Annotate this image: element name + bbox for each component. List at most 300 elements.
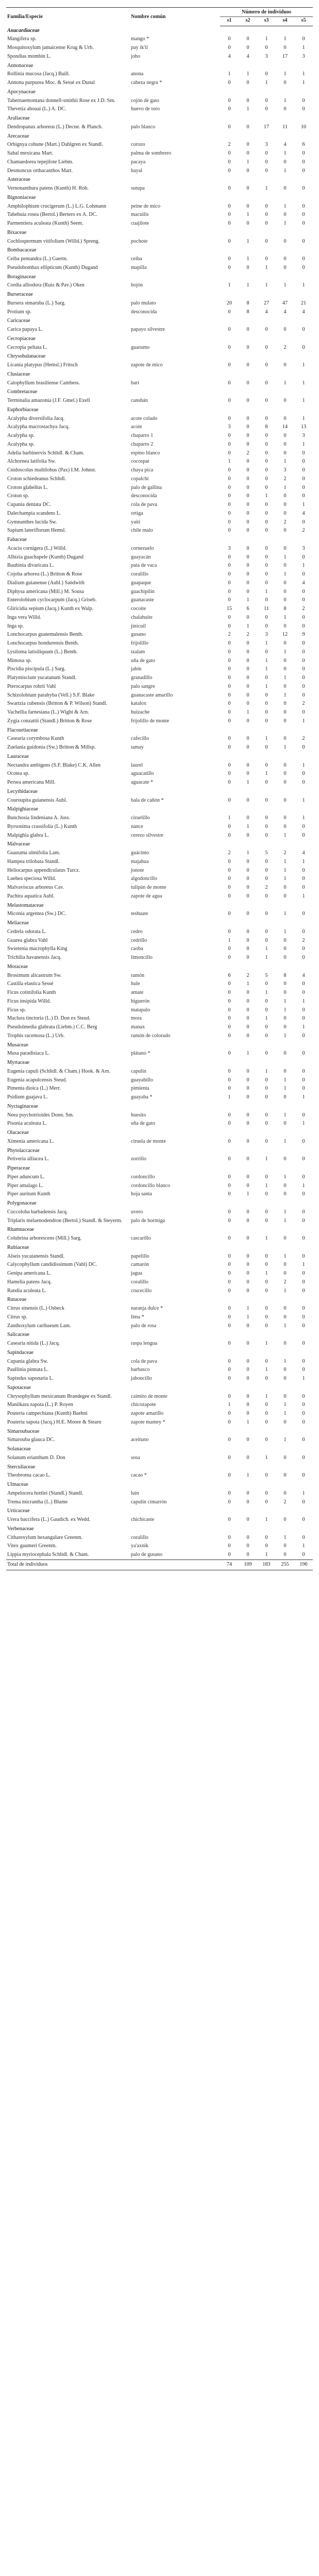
family-row: [6, 387, 313, 397]
count-site-5: 4: [302, 580, 305, 586]
count-site-3: 1: [265, 1270, 268, 1276]
species-name: Petiveria alliacea L.: [7, 1156, 49, 1162]
family-row: [6, 787, 313, 796]
family-name: Urticaceae: [7, 1508, 30, 1514]
count-site-4: 0: [283, 212, 287, 218]
count-site-1: 0: [228, 718, 231, 724]
species-name: Gliricidia sepium (Jacq.) Kunth ex Walp.: [7, 606, 94, 612]
count-site-1: 0: [228, 1086, 231, 1092]
family-name: Moraceae: [7, 963, 28, 970]
count-site-2: 0: [246, 519, 249, 525]
common-name: majahua: [131, 858, 149, 865]
count-site-5: 0: [302, 928, 305, 935]
species-name: Lysiloma latisiliquum (L.) Benth.: [7, 649, 78, 655]
count-site-4: 47: [282, 300, 288, 306]
count-site-3: 1: [265, 1068, 268, 1074]
count-site-1: 0: [228, 1490, 231, 1496]
count-site-1: 4: [228, 53, 231, 59]
count-site-3: 0: [265, 519, 268, 525]
count-site-2: 0: [246, 545, 249, 551]
family-name: Myrtaceae: [7, 1060, 29, 1065]
count-site-2: 0: [246, 327, 249, 332]
count-site-2: 1: [246, 159, 249, 165]
count-site-1: 1: [228, 1402, 231, 1408]
family-name: Rutaceae: [7, 1297, 27, 1303]
species-row: [6, 1208, 313, 1217]
species-row: [6, 562, 313, 570]
common-name: jonote: [131, 867, 144, 873]
count-site-2: 0: [246, 1068, 249, 1074]
count-site-5: 0: [302, 1138, 305, 1144]
count-site-1: 0: [228, 1358, 231, 1364]
count-site-5: 9: [302, 632, 305, 638]
count-site-2: 1: [246, 1419, 249, 1425]
family-name: Chrysobalanaceae: [7, 353, 46, 360]
count-site-4: 1: [283, 876, 287, 882]
count-site-4: 0: [283, 990, 287, 995]
common-name: aceituno: [131, 1437, 149, 1443]
count-site-1: 0: [228, 588, 231, 595]
count-site-1: 0: [228, 563, 231, 569]
count-site-2: 0: [246, 1552, 249, 1557]
count-site-5: 0: [302, 911, 305, 917]
common-name: guapaque: [131, 580, 152, 586]
common-name: palo mulato: [131, 300, 156, 306]
count-site-2: 0: [246, 1543, 249, 1549]
count-site-2: 0: [246, 1024, 249, 1030]
count-site-3: 0: [265, 571, 268, 577]
count-site-2: 0: [246, 1287, 249, 1294]
common-name: pochote: [131, 238, 148, 244]
count-site-5: 3: [302, 545, 305, 551]
species-row: [6, 492, 313, 501]
total-label: Total de individuos: [6, 1560, 130, 1570]
species-row: [6, 1454, 313, 1463]
count-site-4: 2: [283, 1499, 287, 1505]
count-site-3: 1: [265, 1454, 268, 1461]
count-site-3: 1: [265, 666, 268, 672]
common-name: chile malo: [131, 528, 153, 534]
count-site-3: 0: [265, 1138, 268, 1144]
count-site-3: 0: [265, 1402, 268, 1408]
count-site-1: 0: [228, 185, 231, 191]
species-row: [6, 1313, 313, 1322]
species-name: Croton schiedeanus Schltdl.: [7, 476, 66, 482]
count-site-5: 0: [302, 203, 305, 209]
count-site-2: 0: [246, 588, 249, 595]
species-name: Thevetia ahouai (L.) A. DC.: [7, 106, 66, 112]
count-site-1: 0: [228, 1367, 231, 1373]
count-site-4: 1: [283, 1287, 287, 1294]
count-site-1: 0: [228, 928, 231, 935]
species-name: Lonchocarpus hondurensis Benth.: [7, 640, 79, 646]
species-name: Swietenia macrophylla King: [7, 946, 68, 952]
common-name: guayabillo: [131, 1077, 154, 1083]
count-site-5: 1: [302, 762, 305, 768]
count-site-2: 0: [246, 1032, 249, 1039]
species-name: Enterolobium cyclocarpum (Jacq.) Griseb.: [7, 597, 97, 603]
species-row: [6, 70, 313, 79]
count-site-4: 1: [283, 71, 287, 77]
count-site-5: 1: [302, 282, 305, 289]
count-site-4: 0: [283, 981, 287, 987]
count-site-1: 0: [228, 97, 231, 104]
common-name: cafecillo: [131, 736, 149, 742]
count-site-2: 0: [246, 946, 249, 952]
family-name: Olacaceae: [7, 1130, 29, 1136]
count-site-4: 0: [283, 1015, 287, 1022]
common-name: guanacaste: [131, 597, 154, 603]
common-name: palo sangre: [131, 683, 155, 689]
species-name: Bauhinia divaricata L.: [7, 563, 54, 569]
count-site-4: 0: [283, 1472, 287, 1479]
count-site-5: 0: [302, 675, 305, 681]
family-name: Malvaceae: [7, 841, 30, 848]
count-site-2: 0: [246, 150, 249, 156]
species-name: Castilla elastica Sessé: [7, 981, 54, 987]
count-site-5: 1: [302, 398, 305, 403]
common-name: sosa: [131, 1454, 140, 1461]
count-site-4: 0: [283, 1024, 287, 1030]
count-site-3: 0: [265, 1253, 268, 1259]
family-row: [6, 726, 313, 735]
species-name: Casearia corymbosa Kunth: [7, 736, 64, 742]
family-name: Sterculiaceae: [7, 1464, 36, 1470]
species-name: Trichilia havanensis Jacq.: [7, 955, 62, 960]
species-row: [6, 1006, 313, 1015]
species-name: Calophyllum brasiliense Cambess.: [7, 380, 80, 386]
count-site-3: 0: [265, 937, 268, 943]
species-name: Mangifera sp.: [7, 36, 37, 42]
common-name: zorrillo: [131, 1156, 146, 1162]
count-site-2: 1: [246, 238, 249, 244]
count-site-5: 0: [302, 238, 305, 244]
species-name: Byrsonima crassifolia (L.) Kunth: [7, 823, 77, 829]
species-name: Citharexylum hexangulare Greenm.: [7, 1534, 83, 1540]
count-site-1: 0: [228, 1341, 231, 1346]
species-name: Adelia barbinervis Schltdl. & Cham.: [7, 450, 85, 456]
species-row: [6, 1084, 313, 1093]
count-site-1: 0: [228, 1534, 231, 1540]
count-site-3: 0: [265, 876, 268, 882]
count-site-2: 2: [246, 972, 249, 978]
species-row: [6, 264, 313, 273]
species-row: [6, 691, 313, 700]
count-site-5: 0: [302, 1499, 305, 1505]
count-site-3: 0: [265, 1323, 268, 1329]
count-site-2: 0: [246, 1156, 249, 1162]
species-row: [6, 1322, 313, 1331]
count-site-4: 1: [283, 832, 287, 838]
count-site-2: 0: [246, 990, 249, 995]
family-row: [6, 334, 313, 344]
count-site-2: 0: [246, 380, 249, 386]
count-site-1: 0: [228, 1235, 231, 1241]
species-name: Inga sp.: [7, 623, 24, 629]
count-site-3: 4: [265, 309, 268, 315]
count-site-3: 0: [265, 1032, 268, 1039]
count-site-5: 1: [302, 80, 305, 86]
count-site-2: 0: [246, 493, 249, 499]
species-name: Acalypha sp.: [7, 433, 35, 438]
count-site-4: 1: [283, 911, 287, 917]
count-site-1: 0: [228, 238, 231, 244]
family-name: Sapotaceae: [7, 1384, 31, 1391]
count-site-1: 0: [228, 1279, 231, 1285]
count-site-5: 0: [302, 946, 305, 952]
family-name: Combretaceae: [7, 389, 38, 395]
count-site-1: 3: [228, 424, 231, 430]
count-site-5: 0: [302, 1402, 305, 1408]
species-name: Chrysophyllum mexicanum Brandegee ex Standl.: [7, 1393, 112, 1399]
species-row: [6, 1304, 313, 1313]
species-row: [6, 708, 313, 717]
species-name: Tabebuia rosea (Bertol.) Bertero ex A. DC.: [7, 212, 97, 218]
count-site-5: 0: [302, 832, 305, 838]
species-row: [6, 1436, 313, 1445]
family-name: Burseraceae: [7, 292, 33, 297]
species-name: Albizia guachapele (Kunth) Dugand: [7, 554, 83, 560]
common-name: jabín: [131, 666, 142, 672]
species-row: [6, 945, 313, 954]
species-name: Dendropanax arboreus (L.) Decne. & Planch.: [7, 124, 103, 130]
count-site-2: 0: [246, 762, 249, 768]
common-name: palo blanco: [131, 124, 156, 130]
count-site-4: 0: [283, 545, 287, 551]
count-site-3: 0: [265, 159, 268, 165]
common-name: mapilla: [131, 264, 147, 270]
species-row: [6, 219, 313, 228]
count-site-1: 0: [228, 1077, 231, 1083]
count-site-4: 1: [283, 1077, 287, 1083]
count-site-5: 196: [294, 1560, 313, 1570]
family-name: Simaroubaceae: [7, 1428, 40, 1434]
count-site-5: 0: [302, 264, 305, 270]
species-row: [6, 1093, 313, 1102]
count-site-1: 0: [228, 623, 231, 629]
species-name: Ximenia americana L.: [7, 1138, 54, 1144]
count-site-2: 0: [246, 1490, 249, 1496]
common-name: chalahuite: [131, 614, 153, 620]
common-name: aguacate *: [131, 779, 154, 785]
species-row: [6, 518, 313, 527]
species-row: [6, 743, 313, 752]
species-row: [6, 35, 313, 44]
count-site-5: 0: [302, 1217, 305, 1224]
count-site-1: 0: [228, 1314, 231, 1320]
count-site-3: 1: [265, 683, 268, 689]
common-name: guachipilín: [131, 588, 155, 595]
species-name: Vernonanthura patens (Kunth) H. Rob.: [7, 185, 89, 191]
common-name: cuajilote: [131, 221, 149, 226]
count-site-1: 0: [228, 1323, 231, 1329]
count-site-4: 0: [283, 256, 287, 262]
species-row: [6, 466, 313, 475]
common-name: matapalo: [131, 1007, 150, 1013]
count-site-3: 0: [265, 675, 268, 681]
count-site-3: 8: [265, 424, 268, 430]
common-name: coralillo: [131, 1279, 148, 1285]
count-site-1: 0: [228, 1270, 231, 1276]
count-site-1: 0: [228, 467, 231, 473]
count-site-1: 0: [228, 528, 231, 534]
species-row: [6, 423, 313, 432]
common-name: camarón: [131, 1262, 149, 1268]
species-row: [6, 167, 313, 176]
count-site-4: 1: [283, 1086, 287, 1092]
common-name: coralillo: [131, 1534, 148, 1540]
count-site-2: 1: [246, 597, 249, 603]
species-name: Triplaris melaenodendron (Bertol.) Standl. & Steyerm.: [7, 1217, 123, 1224]
count-site-5: 0: [302, 683, 305, 689]
count-site-3: 0: [265, 1499, 268, 1505]
count-site-4: 1: [283, 484, 287, 490]
species-row: [6, 570, 313, 579]
species-name: Inga vera Willd.: [7, 614, 41, 620]
count-site-5: 4: [302, 850, 305, 856]
species-row: [6, 639, 313, 648]
count-site-2: 0: [246, 415, 249, 421]
species-name: Acacia cornigera (L.) Willd.: [7, 545, 67, 551]
count-site-1: 0: [228, 580, 231, 586]
species-row: [6, 255, 313, 264]
family-name: Verbenaceae: [7, 1526, 34, 1532]
count-site-5: 0: [302, 554, 305, 560]
count-site-4: 1: [283, 221, 287, 226]
count-site-3: 0: [265, 797, 268, 803]
family-row: [6, 1128, 313, 1138]
count-site-1: 0: [228, 823, 231, 829]
count-site-2: 0: [246, 736, 249, 742]
count-site-3: 0: [265, 1279, 268, 1285]
common-name: teshuate: [131, 911, 148, 917]
species-name: Heliocarpus appendiculatus Turcz.: [7, 867, 80, 873]
count-site-5: 1: [302, 380, 305, 386]
family-name: Rubiaceae: [7, 1244, 29, 1250]
species-row: [6, 202, 313, 211]
count-site-2: 1: [246, 1306, 249, 1311]
species-row: [6, 674, 313, 683]
family-name: Musaceae: [7, 1042, 28, 1048]
family-name: Piperaceae: [7, 1165, 30, 1171]
family-name: Euphorbiaceae: [7, 406, 39, 413]
species-name: Croton glabellus L.: [7, 484, 48, 490]
count-site-4: 0: [283, 362, 287, 368]
count-site-3: 0: [265, 362, 268, 368]
common-name: guarumo: [131, 344, 150, 350]
count-site-5: 0: [302, 1534, 305, 1540]
count-site-3: 0: [265, 928, 268, 935]
count-site-2: 1: [246, 282, 249, 289]
species-table: [6, 7, 313, 1570]
count-site-1: 0: [228, 476, 231, 482]
count-site-4: 14: [282, 424, 288, 430]
species-name: Persea americana Mill.: [7, 779, 56, 785]
count-site-5: 0: [302, 1279, 305, 1285]
count-site-3: 5: [265, 850, 268, 856]
common-name: palo de hormiga: [131, 1217, 165, 1224]
species-row: [6, 440, 313, 449]
count-site-4: 1: [283, 1253, 287, 1259]
count-site-4: 0: [283, 1270, 287, 1276]
count-site-5: 0: [302, 955, 305, 960]
count-site-2: 0: [246, 885, 249, 890]
count-site-5: 0: [302, 640, 305, 646]
count-site-4: 2: [283, 1279, 287, 1285]
count-site-2: 0: [246, 1094, 249, 1100]
count-site-2: 0: [246, 1253, 249, 1259]
table-body: [6, 26, 313, 1570]
species-row: [6, 432, 313, 440]
species-row: [6, 997, 313, 1006]
count-site-1: 0: [228, 683, 231, 689]
count-site-1: 0: [228, 657, 231, 664]
count-site-1: 0: [228, 519, 231, 525]
species-name: Couroupita guianensis Aubl.: [7, 797, 68, 803]
family-name: Caricaceae: [7, 318, 30, 324]
count-site-2: 0: [246, 1341, 249, 1346]
count-site-3: 0: [265, 1437, 268, 1443]
count-site-1: 0: [228, 256, 231, 262]
count-site-1: 0: [228, 433, 231, 438]
count-site-1: 0: [228, 1182, 231, 1189]
count-site-5: 0: [302, 1235, 305, 1241]
count-site-5: 1: [302, 797, 305, 803]
count-site-1: 0: [228, 771, 231, 777]
count-site-5: 0: [302, 1419, 305, 1425]
species-name: Pachira aquatica Aubl.: [7, 893, 55, 899]
species-row: [6, 1261, 313, 1269]
count-site-2: 0: [246, 771, 249, 777]
count-site-3: 3: [265, 142, 268, 148]
family-name: Annonaceae: [7, 62, 33, 69]
count-site-5: 1: [302, 893, 305, 899]
common-name: limoncillo: [131, 955, 153, 960]
count-site-3: 0: [265, 718, 268, 724]
count-site-1: 0: [228, 1419, 231, 1425]
species-row: [6, 735, 313, 743]
family-row: [6, 1041, 313, 1050]
species-row: [6, 501, 313, 510]
count-site-2: 0: [246, 264, 249, 270]
count-site-4: 0: [283, 1306, 287, 1311]
count-site-2: 0: [246, 1534, 249, 1540]
count-site-5: 0: [302, 459, 305, 465]
count-site-1: 0: [228, 736, 231, 742]
count-site-3: 0: [265, 779, 268, 785]
count-site-3: 5: [265, 972, 268, 978]
species-row: [6, 892, 313, 901]
count-site-1: 0: [228, 858, 231, 865]
count-site-5: 1: [302, 1094, 305, 1100]
species-row: [6, 397, 313, 405]
common-name: chaparro 1: [131, 433, 154, 438]
count-site-5: 4: [302, 510, 305, 516]
species-name: Zanthoxylum caribaeum Lam.: [7, 1323, 71, 1329]
count-site-5: 0: [302, 476, 305, 482]
count-site-4: 0: [283, 701, 287, 707]
count-site-2: 8: [246, 309, 249, 315]
count-site-3: 0: [265, 1534, 268, 1540]
common-name: chicozapote: [131, 1402, 156, 1408]
common-name: ceiba: [131, 256, 142, 262]
common-name: macuilís: [131, 212, 149, 218]
species-name: Bursera simaruba (L.) Sarg.: [7, 300, 66, 306]
count-site-2: 0: [246, 928, 249, 935]
family-name: Ulmaceae: [7, 1482, 28, 1487]
count-site-4: 1: [283, 1007, 287, 1013]
count-site-1: 0: [228, 124, 231, 130]
